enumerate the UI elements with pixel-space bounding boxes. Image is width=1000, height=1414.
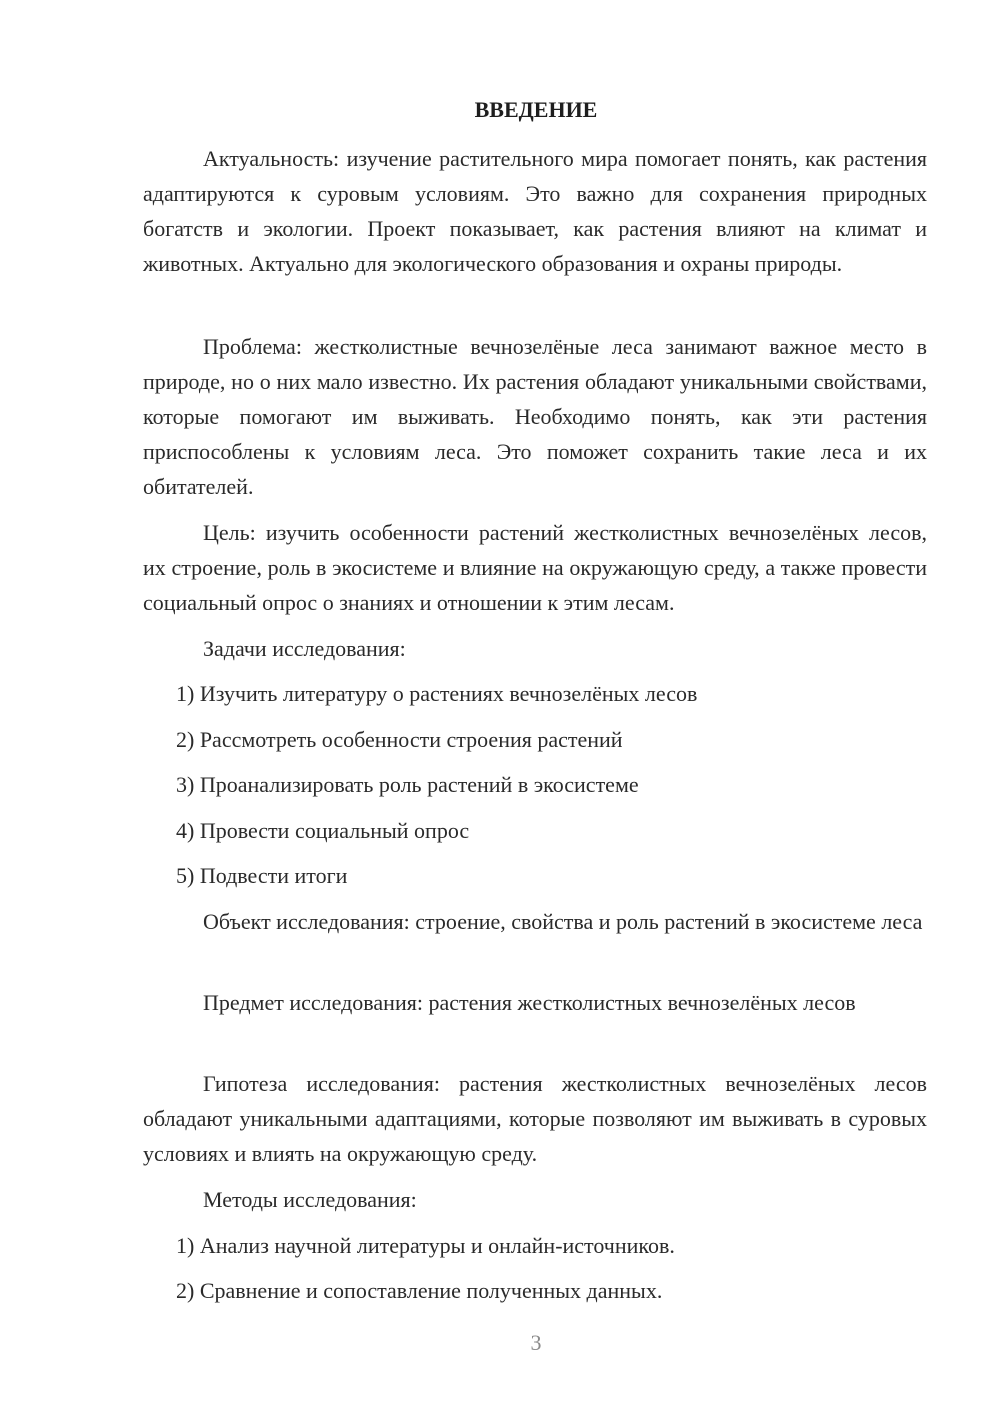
tasks-heading: Задачи исследования:: [203, 636, 406, 661]
method-item: 2) Сравнение и сопоставление полученных данных.: [176, 1278, 663, 1303]
task-item: 5) Подвести итоги: [176, 863, 348, 888]
task-item: 3) Проанализировать роль растений в экосистеме: [176, 772, 639, 797]
task-item: 2) Рассмотреть особенности строения растений: [176, 727, 623, 752]
object-paragraph: Объект исследования: строение, свойства и роль растений в экосистеме леса: [203, 909, 923, 934]
subject-paragraph: Предмет исследования: растения жестколистных вечнозелёных лесов: [203, 990, 856, 1015]
problem-paragraph: Проблема: жестколистные вечнозелёные леса занимают важное место в природе, но о них мало известно. Их растения обладают уникальными свойствами, которые помогают им выживать. Необходимо понять, как эти растения приспособлены к условиям леса. Это поможет сохранить такие леса и их обитателей.: [143, 334, 927, 499]
page-number: 3: [530, 1330, 542, 1355]
task-item: 1) Изучить литературу о растениях вечнозелёных лесов: [176, 681, 698, 706]
relevance-paragraph: Актуальность: изучение растительного мира помогает понять, как растения адаптируются к суровым условиям. Это важно для сохранения природных богатств и экологии. Проект показывает, как растения влияют на климат и животных. Актуально для экологического образования и охраны природы.: [143, 146, 927, 276]
hypothesis-paragraph: Гипотеза исследования: растения жестколистных вечнозелёных лесов обладают уникальными адаптациями, которые позволяют им выживать в суровых условиях и влиять на окружающую среду.: [143, 1071, 927, 1166]
page-title: ВВЕДЕНИЕ: [474, 97, 598, 122]
goal-paragraph: Цель: изучить особенности растений жестколистных вечнозелёных лесов, их строение, роль в экосистеме и влияние на окружающую среду, а также провести социальный опрос о знаниях и отношении к этим лесам.: [143, 520, 927, 615]
method-item: 1) Анализ научной литературы и онлайн-источников.: [176, 1233, 675, 1258]
task-item: 4) Провести социальный опрос: [176, 818, 470, 843]
methods-heading: Методы исследования:: [203, 1187, 417, 1212]
